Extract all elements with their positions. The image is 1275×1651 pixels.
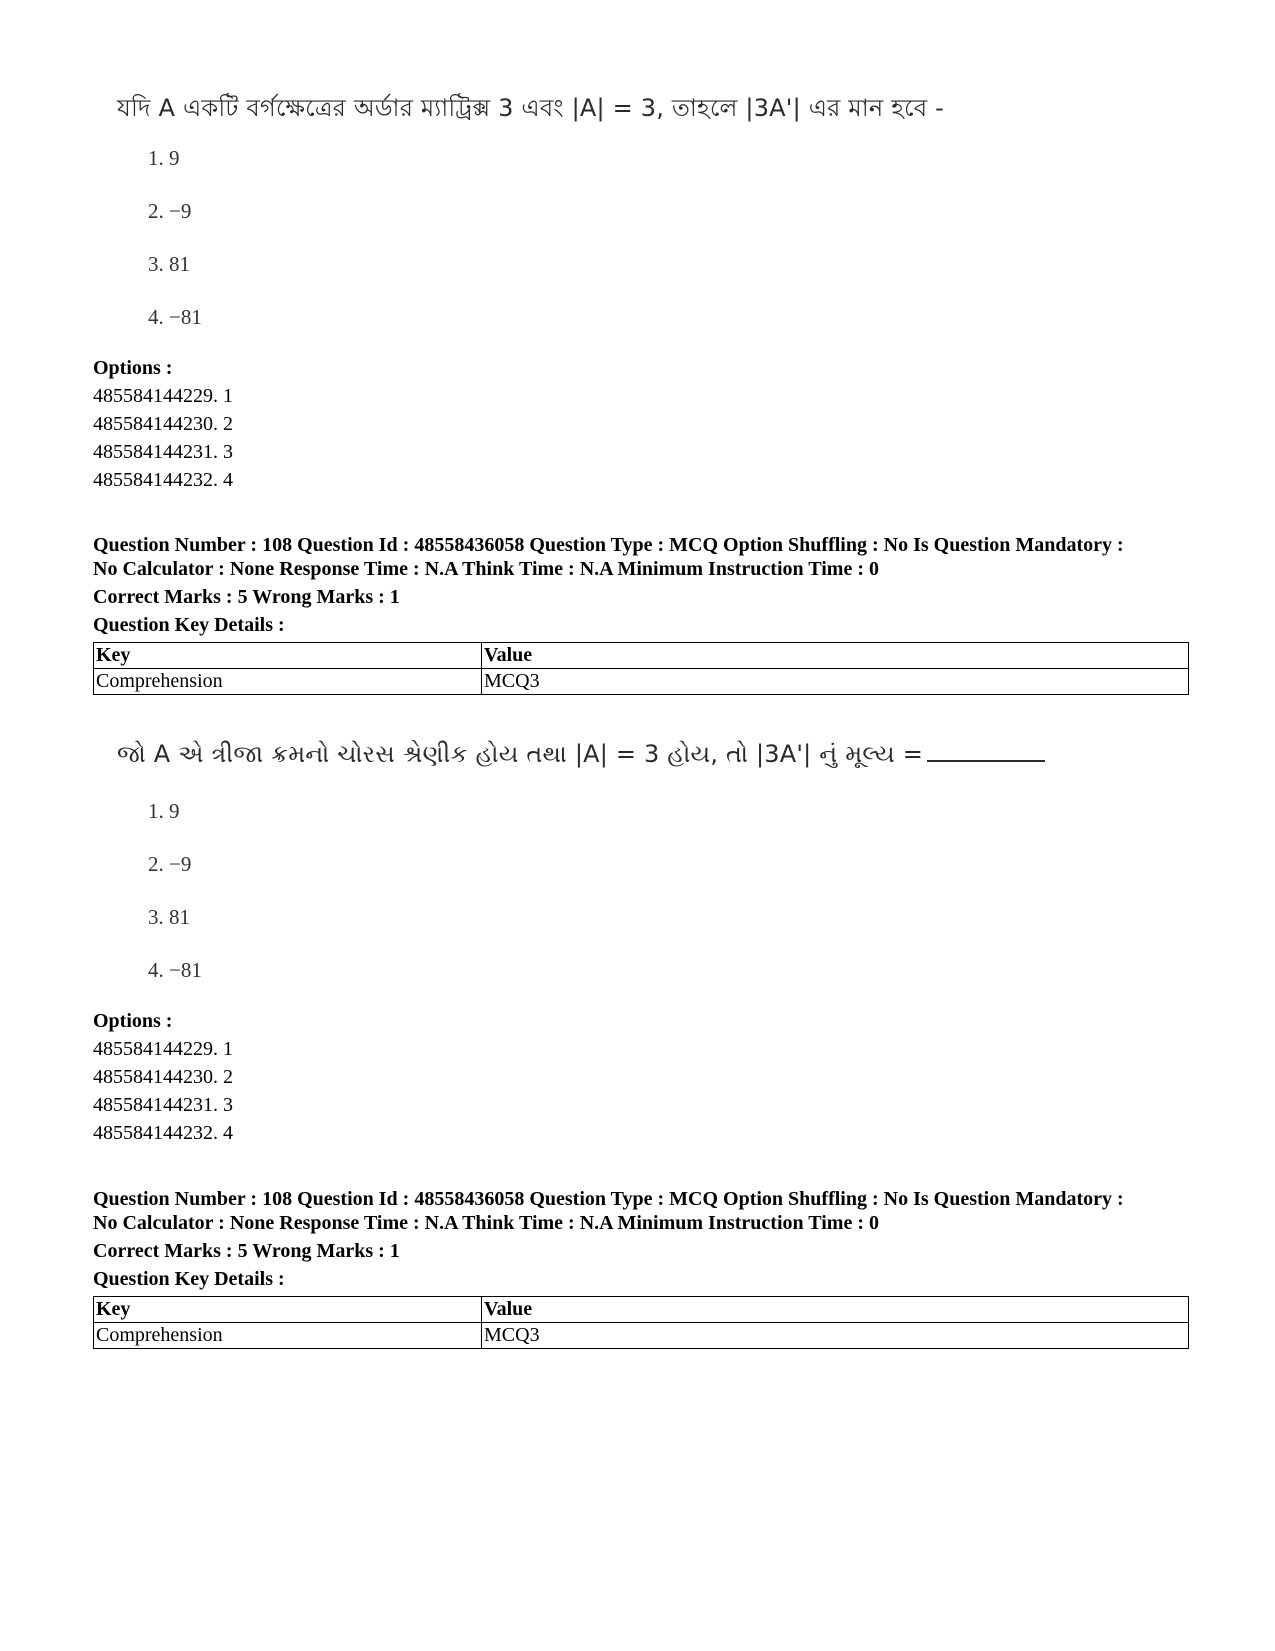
question-2-choice-3: 3. 81 (148, 905, 190, 929)
question-2-choice-2: 2. −9 (148, 852, 192, 876)
table-header-value: Value (482, 1297, 1189, 1323)
question-2-stem-text: જો A એ ત્રીજા ક્રમનો ચોરસ શ્રેણીક હોય તથા |A| = 3 હોય, તો |3A'| નું મૂલ્ય = (117, 740, 924, 768)
option-line: 485584144231. 3 (93, 1094, 233, 1116)
options-heading-2: Options : (93, 1010, 173, 1032)
key-details-table (93, 642, 1189, 695)
option-line: 485584144229. 1 (93, 385, 233, 407)
key-details-table (93, 1296, 1189, 1349)
question-2-stem (117, 740, 1045, 768)
table-header-row (94, 1297, 1189, 1323)
question-meta-line-2: No Calculator : None Response Time : N.A Think Time : N.A Minimum Instruction Time : 0 (93, 558, 879, 580)
question-meta-line-1: Question Number : 108 Question Id : 48558436058 Question Type : MCQ Option Shuffling : No Is Question Mandatory : (93, 1188, 1124, 1210)
table-cell-key: Comprehension (94, 669, 482, 695)
question-1-choice-3: 3. 81 (148, 252, 190, 276)
key-details-heading: Question Key Details : (93, 1268, 285, 1290)
marks-line: Correct Marks : 5 Wrong Marks : 1 (93, 586, 400, 608)
table-cell-value: MCQ3 (482, 1323, 1189, 1349)
options-heading-1: Options : (93, 357, 173, 379)
table-cell-key: Comprehension (94, 1323, 482, 1349)
question-1-choice-1: 1. 9 (148, 146, 180, 170)
question-1-choice-4: 4. −81 (148, 305, 202, 329)
table-row (94, 1323, 1189, 1349)
table-cell-value: MCQ3 (482, 669, 1189, 695)
question-2-choice-4: 4. −81 (148, 958, 202, 982)
option-line: 485584144229. 1 (93, 1038, 233, 1060)
key-details-heading: Question Key Details : (93, 614, 285, 636)
table-header-value: Value (482, 643, 1189, 669)
option-line: 485584144232. 4 (93, 1122, 233, 1144)
question-meta-line-2: No Calculator : None Response Time : N.A Think Time : N.A Minimum Instruction Time : 0 (93, 1212, 879, 1234)
option-line: 485584144230. 2 (93, 413, 233, 435)
answer-blank-line (927, 744, 1045, 762)
question-1-stem: যদি A একটি বর্গক্ষেত্রের অর্ডার ম্যাট্রিক্স 3 এবং |A| = 3, তাহলে |3A'| এর মান হবে - (117, 94, 944, 122)
question-meta-line-1: Question Number : 108 Question Id : 48558436058 Question Type : MCQ Option Shuffling : No Is Question Mandatory : (93, 534, 1124, 556)
table-header-key: Key (94, 643, 482, 669)
option-line: 485584144230. 2 (93, 1066, 233, 1088)
option-line: 485584144231. 3 (93, 441, 233, 463)
marks-line: Correct Marks : 5 Wrong Marks : 1 (93, 1240, 400, 1262)
table-header-key: Key (94, 1297, 482, 1323)
question-1-choice-2: 2. −9 (148, 199, 192, 223)
table-header-row (94, 643, 1189, 669)
question-2-choice-1: 1. 9 (148, 799, 180, 823)
table-row (94, 669, 1189, 695)
option-line: 485584144232. 4 (93, 469, 233, 491)
